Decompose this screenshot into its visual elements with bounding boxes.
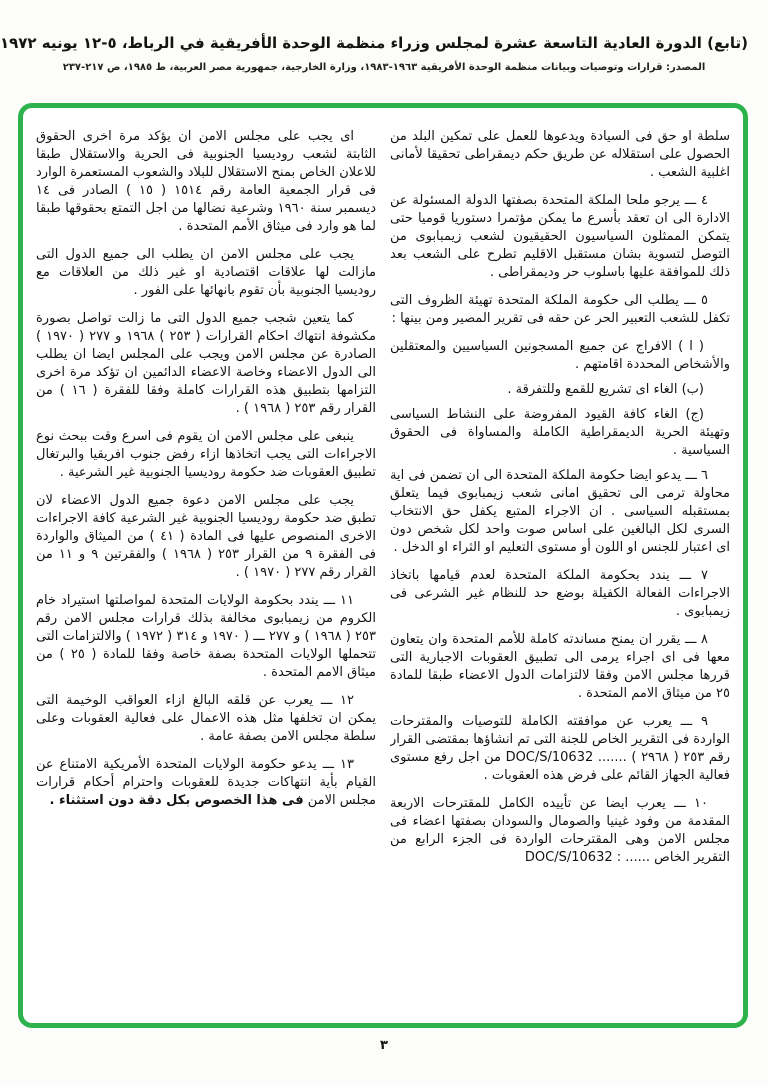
paragraph-item-6: ٦ ـــ يدعو ايضا حكومة الملكة المتحدة الى ان تضمن فى اية محاولة ترمى الى تحقيق امانى شعب زيمبابوى فيما يتعلق بمستقبله السياسى . ان الاجراء المتبع يكفل حق الانتخاب السرى لكل البالغين على اساس صوت واحد لكل شخص دون اى اعتبار للجنس او اللون أو مستوى التعليم او الثراء او الدخل .: [390, 468, 730, 555]
paragraph-article-41: يجب على مجلس الامن دعوة جميع الدول الاعضاء لان تطبق ضد حكومة روديسيا الجنوبية غير الشرعية كافة الاجراءات الاخرى المنصوص عليها فى المادة ( ٤١ ) من الميثاق والواردة فى الفقرة ٩ من القرار ٢٥٣ ( ١٩٦٨ ) والفقرتين ٩ و ١١ من القرار رقم ٢٧٧ ( ١٩٧٠ ) .: [36, 493, 376, 580]
text-columns: [23, 108, 743, 1023]
page-number: ٣: [380, 1038, 388, 1053]
paragraph-item-5: ٥ ـــ يطلب الى حكومة الملكة المتحدة تهيئة الظروف التى تكفل للشعب التعبير الحر عن حقه فى تقرير المصير ومن بينها :: [390, 293, 730, 326]
subitem-b: (ب) الغاء اى تشريع للقمع وللتفرقة .: [507, 382, 704, 397]
paragraph-item-10: ١٠ ـــ يعرب ايضا عن تأييده الكامل للمقترحات الاربعة المقدمة من وفود غينيا والصومال والسودان بصفتها اعضاء فى مجلس الامن وهى المقترحات الواردة فى الجزء الرابع من التقرير الخاص ...... : DOC/S/10632: [390, 796, 730, 865]
paragraph-rights: اى يجب على مجلس الامن ان يؤكد مرة اخرى الحقوق الثابتة لشعب روديسيا الجنوبية فى الحرية والاستقلال طبقا للاعلان الخاص بمنح الاستقلال للبلاد والشعوب المستعمرة الوارد فى قرار الجمعية العامة رقم ١٥١٤ ( ١٥ ) الصادر فى ١٤ ديسمبر سنة ١٩٦٠ وشرعية نضالها من اجل التمتع بحقوقها طبقا لما هو وارد فى ميثاق الأمم المتحدة .: [36, 129, 376, 234]
right-column: [390, 128, 730, 1015]
paragraph-measures: ينبغى على مجلس الامن ان يقوم فى اسرع وقت ببحث نوع الاجراءات التى يجب اتخاذها ازاء رفض جنوب افريقيا والبرتغال تطبيق العقوبات ضد حكومة روديسيا الجنوبية غير الشرعية .: [36, 429, 376, 480]
closing-regular-text: ١٣ ـــ يدعو حكومة الولايات المتحدة الأمريكية الامتناع عن القيام بأية انتهاكات جديدة للعقوبات واحترام أحكام قرارات مجلس الامن: [36, 757, 376, 808]
paragraph-item-12: ١٢ ـــ يعرب عن قلقه البالغ ازاء العواقب الوخيمة التى يمكن ان تخلفها مثل هذه الاعمال على فعالية العقوبات وعلى سلطة مجلس الامن بصفة عامة .: [36, 693, 376, 744]
paragraph-item-11: ١١ ـــ يندد بحكومة الولايات المتحدة لمواصلتها استيراد خام الكروم من زيمبابوى مخالفة بذلك قرارات مجلس الامن رقم ٢٥٣ ( ١٩٦٨ ) و ٢٧٧ ـــ ( ١٩٧٠ و ٣١٤ ( ١٩٧٢ ) والالتزامات التى تتحملها الولايات المتحدة بصفة خاصة وفقا للمادة ( ٢٥ ) من ميثاق الامم المتحدة .: [36, 593, 376, 680]
page-title: (تابع) الدورة العادية التاسعة عشرة لمجلس وزراء منظمة الوحدة الأفريقية في الرباط، ٥-١٢ يونيه ١٩٧٢: [0, 34, 748, 52]
paragraph-item-7: ٧ ـــ يندد بحكومة الملكة المتحدة لعدم قيامها باتخاذ الاجراءات الفعالة الكفيلة بوضع حد للنظام غير الشرعى فى زيمبابوى .: [390, 568, 730, 619]
subitem-a: ( ا ) الافراج عن جميع المسجونين السياسيين والمعتقلين والأشخاص المحددة اقامتهم .: [390, 339, 730, 372]
subitem-c: (ج) الغاء كافة القيود المفروضة على النشاط السياسى وتهيئة الحرية الديمقراطية الكاملة والمساواة فى الحقوق السياسية .: [390, 407, 730, 458]
left-column: [36, 128, 376, 1015]
content-frame: [18, 103, 748, 1028]
paragraph-item-8: ٨ ـــ يقرر ان يمنح مساندته كاملة للأمم المتحدة وان يتعاون معها فى اى اجراء يرمى الى تطبيق العقوبات الاجبارية التى قررها مجلس الامن وفقا لالتزامات الدول الاعضاء طبقا للمادة ٢٥ من ميثاق الامم المتحدة .: [390, 632, 730, 701]
paragraph-continuation: سلطة او حق فى السيادة ويدعوها للعمل على تمكين البلد من الحصول على استقلاله عن طريق حكم ديمقراطى تحقيقا لأمانى اغلبية الشعب .: [390, 129, 730, 180]
paragraph-item-13: [36, 756, 376, 810]
paragraph-item-9: ٩ ـــ يعرب عن موافقته الكاملة للتوصيات والمقترحات الواردة فى التقرير الخاص للجنة التى تم انشاؤها بمقتضى القرار رقم ٢٥٣ ( ٢٩٦٨ ) ....... DOC/S/10632 من اجل رفع مستوى فعالية الجهاز القائم على فرض هذه العقوبات .: [390, 714, 730, 783]
paragraph-item-4: ٤ ـــ يرجو ملحا الملكة المتحدة بصفتها الدولة المسئولة عن الادارة الى ان تعقد بأسرع ما يمكن مؤتمرا دستوريا قوميا حتى يتمكن الممثلون السياسيون الحقيقيون لشعب زيمبابوى من التوصل لتسوية بشان مستقبل الاقليم تطرح على الشعب بعد ذلك للموافقة عليها باسلوب حر وديمقراطى .: [390, 193, 730, 280]
paragraph-relations: يجب على مجلس الامن ان يطلب الى جميع الدول التى مازالت لها علاقات اقتصادية او غير ذلك من العلاقات مع روديسيا الجنوبية بأن تقوم بانهائها على الفور .: [36, 247, 376, 298]
source-line: المصدر: قرارات وتوصيات وبيانات منظمة الوحدة الأفريقية ١٩٦٣-١٩٨٣، وزارة الخارجية، جمهورية مصر العربية، ط ١٩٨٥، ص ٢١٧-٢٣٧: [62, 62, 706, 73]
closing-bold-text: فى هذا الخصوص بكل دقة دون استثناء .: [49, 793, 304, 808]
paragraph-condemn-states: كما يتعين شجب جميع الدول التى ما زالت تواصل بصورة مكشوفة انتهاك احكام القرارات ( ٢٥٣ ) ١٩٦٨ و ٢٧٧ ( ١٩٧٠ ) الصادرة عن مجلس الامن ويجب على المجلس ايضا ان يطلب الى الدول الاعضاء وخاصة الاعضاء الدائمين ان تؤكد مرة اخرى التزامها بتطبيق هذه القرارات كاملة وفقا للفقرة ( ١٦ ) من القرار رقم ٢٥٣ ( ١٩٦٨ ) .: [36, 311, 376, 416]
document-header: [0, 34, 748, 73]
